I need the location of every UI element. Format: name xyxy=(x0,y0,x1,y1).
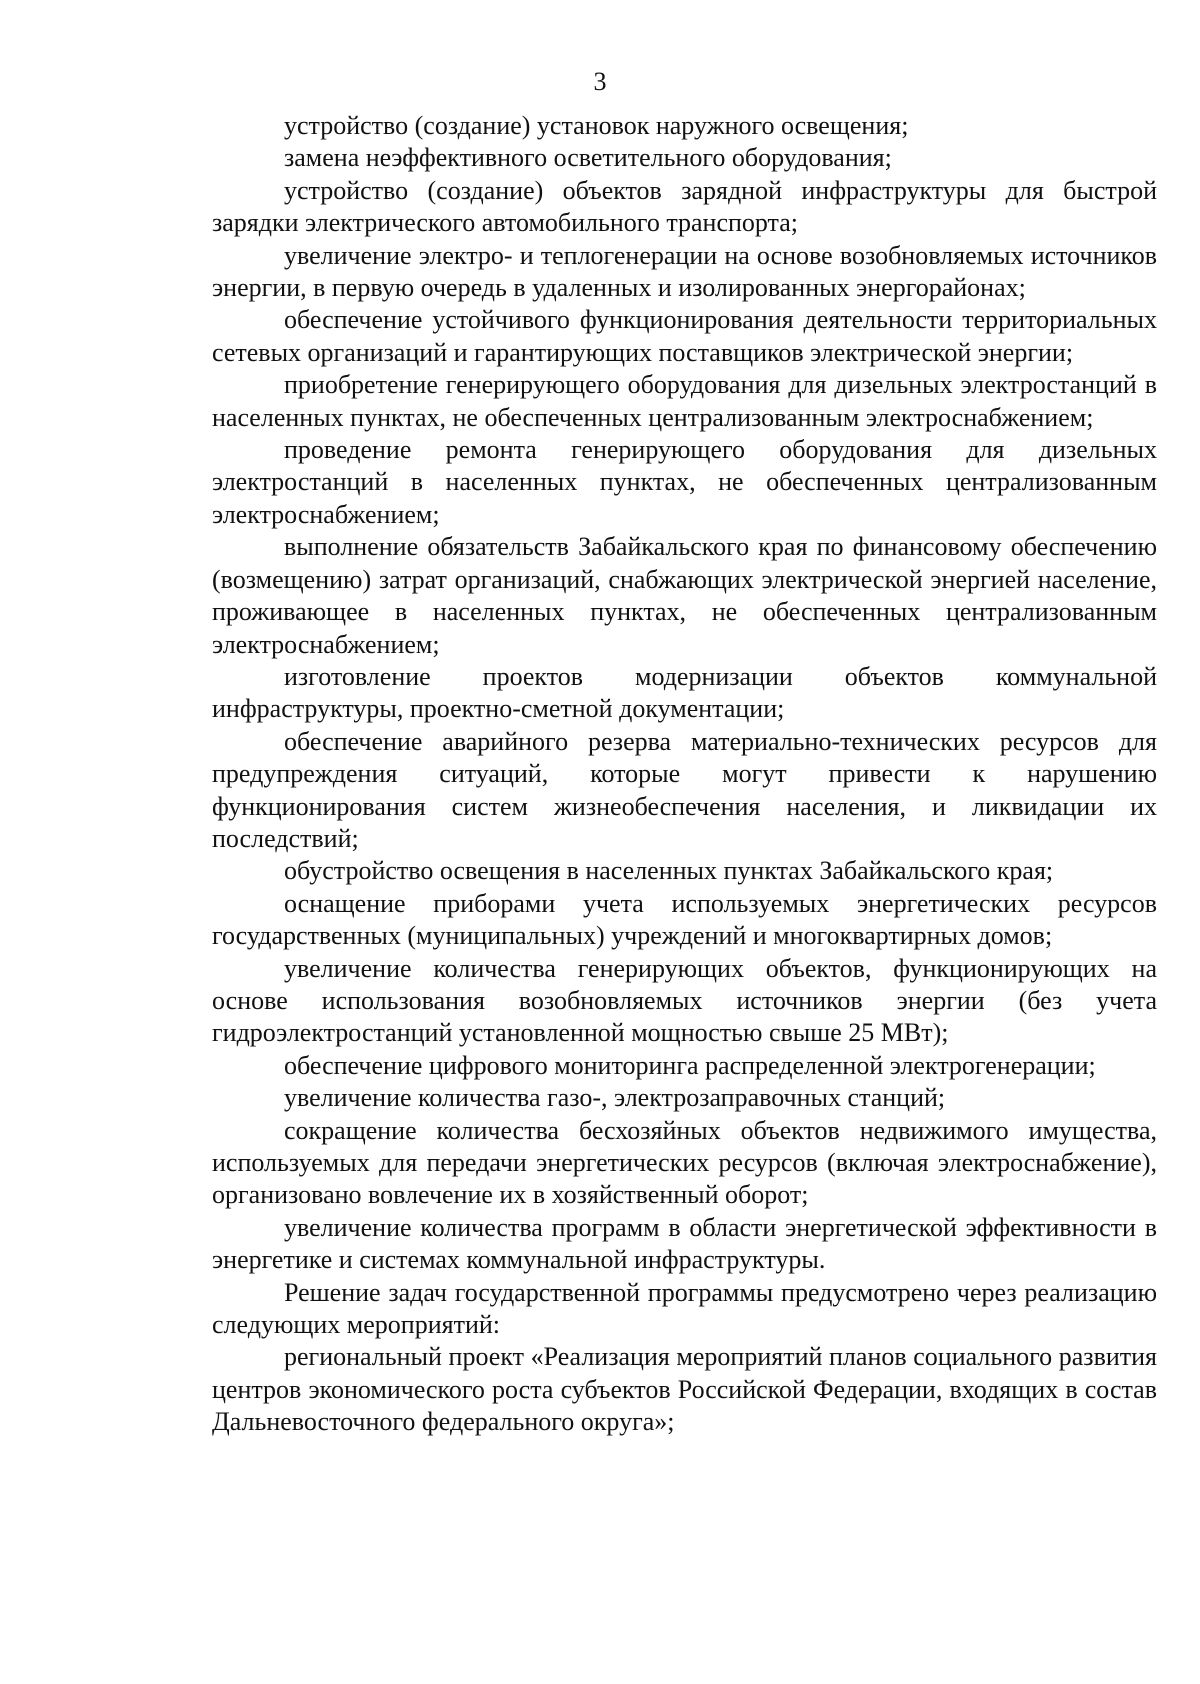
paragraph-grid-organizations: обеспечение устойчивого функционирования деятельности территориальных сетевых организаций и гарантирующих поставщиков электрической энергии; xyxy=(212,305,1157,367)
document-body xyxy=(212,110,1157,1439)
paragraph-generating-facilities: увеличение количества генерирующих объектов, функционирующих на основе использования возобновляемых источников энергии (без учета гидроэлектростанций установленной мощностью свыше 25 МВт); xyxy=(212,953,1157,1048)
page-number: 3 xyxy=(593,67,607,96)
paragraph-modernization-projects: изготовление проектов модернизации объектов коммунальной инфраструктуры, проектно-сметной документации; xyxy=(212,661,1157,724)
paragraph-diesel-equipment-purchase: приобретение генерирующего оборудования для дизельных электростанций в населенных пунктах, не обеспеченных централизованным электроснабжением; xyxy=(212,370,1157,432)
paragraph-ownerless-property: сокращение количества бесхозяйных объектов недвижимого имущества, используемых для передачи энергетических ресурсов (включая электроснабжение), организовано вовлечение их в хозяйственный оборот; xyxy=(212,1115,1157,1210)
paragraph-regional-project: региональный проект «Реализация мероприятий планов социального развития центров экономического роста субъектов Российской Федерации, входящих в состав Дальневосточного федерального округа»; xyxy=(212,1342,1157,1437)
paragraph-metering-devices: оснащение приборами учета используемых энергетических ресурсов государственных (муниципальных) учреждений и многоквартирных домов; xyxy=(212,888,1157,951)
paragraph-lighting-equipment: замена неэффективного осветительного оборудования; xyxy=(284,143,892,173)
paragraph-charging-infrastructure: устройство (создание) объектов зарядной инфраструктуры для быстрой зарядки электрического автомобильного транспорта; xyxy=(212,175,1157,238)
paragraph-financial-obligations: выполнение обязательств Забайкальского края по финансовому обеспечению (возмещению) затрат организаций, снабжающих электрической энергией население, проживающее в населенных пунктах, не обеспеченных централизованным электроснабжением; xyxy=(212,532,1157,659)
paragraph-emergency-reserve: обеспечение аварийного резерва материально-технических ресурсов для предупреждения ситуаций, которые могут привести к нарушению функционирования систем жизнеобеспечения населения, и ликвидации их последствий; xyxy=(212,726,1157,853)
paragraph-settlement-lighting: обустройство освещения в населенных пунктах Забайкальского края; xyxy=(284,856,1054,886)
paragraph-fuel-stations: увеличение количества газо-, электрозаправочных станций; xyxy=(284,1083,946,1113)
paragraph-renewable-generation: увеличение электро- и теплогенерации на основе возобновляемых источников энергии, в первую очередь в удаленных и изолированных энергорайонах; xyxy=(212,240,1157,303)
paragraph-outdoor-lighting: устройство (создание) установок наружного освещения; xyxy=(284,111,909,140)
paragraph-digital-monitoring: обеспечение цифрового мониторинга распределенной электрогенерации; xyxy=(284,1050,1096,1080)
paragraph-efficiency-programs: увеличение количества программ в области энергетической эффективности в энергетике и системах коммунальной инфраструктуры. xyxy=(212,1212,1157,1275)
paragraph-diesel-equipment-repair: проведение ремонта генерирующего оборудования для дизельных электростанций в населенных пунктах, не обеспеченных централизованным электроснабжением; xyxy=(212,435,1157,529)
paragraph-program-tasks: Решение задач государственной программы предусмотрено через реализацию следующих мероприятий: xyxy=(212,1277,1157,1340)
